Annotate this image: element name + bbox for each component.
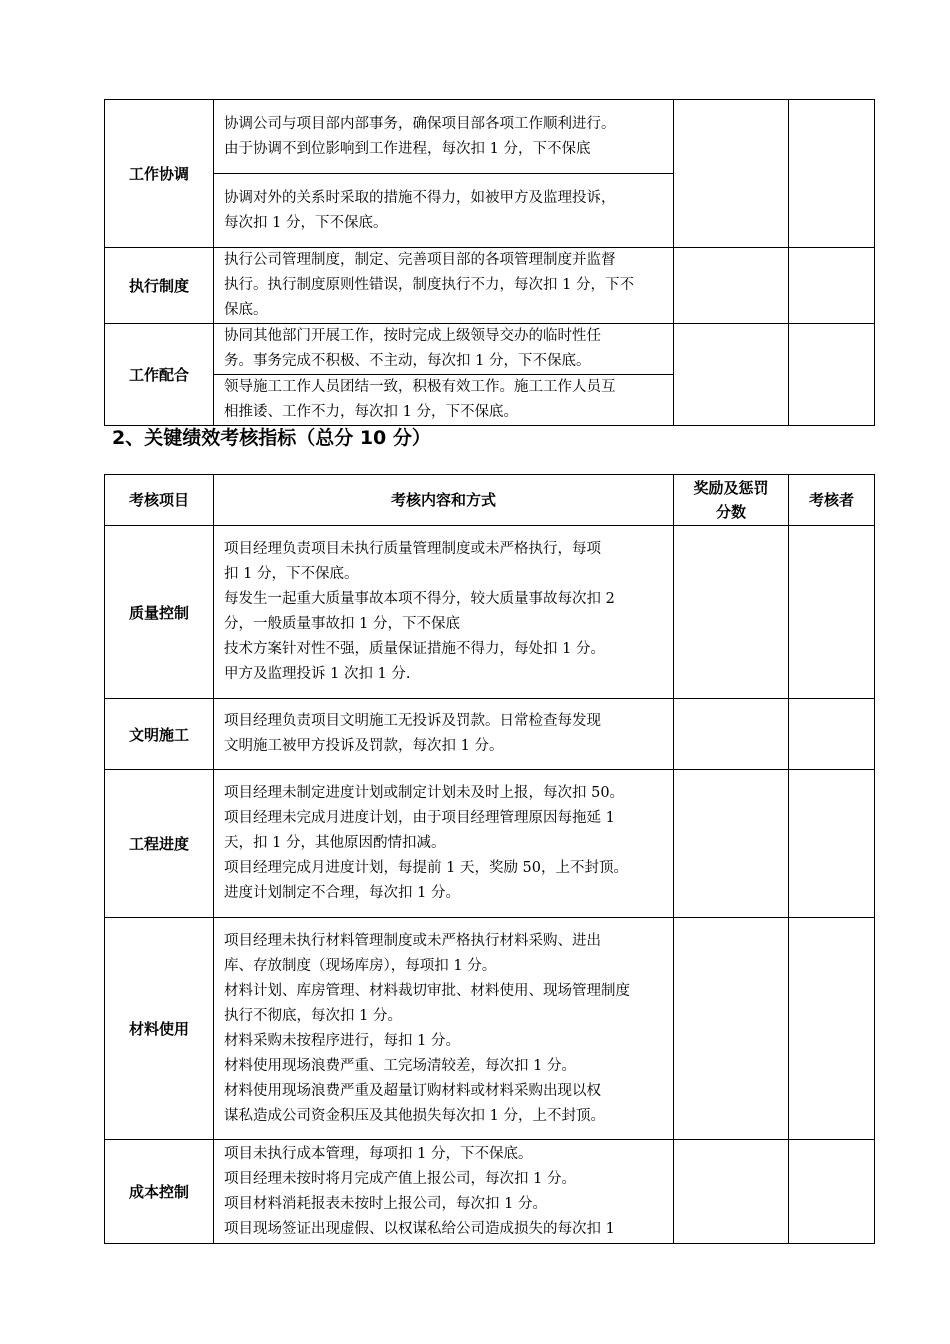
header-score-line: 奖励及惩罚 bbox=[693, 479, 769, 497]
content-line: 项目经理未完成月进度计划，由于项目经理管理原因每拖延 1 bbox=[224, 810, 615, 826]
content-line: 分，一般质量事故扣 1 分，下不保底 bbox=[224, 616, 460, 632]
score-cell bbox=[674, 918, 789, 1140]
content-line: 协调对外的关系时采取的措施不得力，如被甲方及监理投诉， bbox=[224, 189, 616, 206]
score-cell bbox=[674, 770, 789, 918]
assessor-cell bbox=[789, 248, 875, 324]
content-line: 相推诿、工作不力，每次扣 1 分，下不保底。 bbox=[224, 404, 518, 420]
row-content bbox=[214, 918, 674, 1140]
kpi-table bbox=[104, 474, 875, 1244]
row-content bbox=[214, 1140, 674, 1244]
content-line: 甲方及监理投诉 1 次扣 1 分. bbox=[224, 666, 411, 682]
content-line: 扣 1 分，下不保底。 bbox=[224, 566, 359, 582]
row-item-label: 工作配合 bbox=[105, 324, 214, 426]
content-line: 库、存放制度（现场库房），每项扣 1 分。 bbox=[224, 957, 497, 974]
table-row bbox=[105, 324, 875, 375]
table-row bbox=[105, 770, 875, 918]
content-line: 技术方案针对性不强，质量保证措施不得力，每处扣 1 分。 bbox=[224, 641, 605, 657]
content-line: 务。事务完成不积极、不主动，每次扣 1 分，下不保底。 bbox=[224, 353, 591, 369]
row-item-label: 材料使用 bbox=[105, 918, 214, 1140]
assessor-cell bbox=[789, 918, 875, 1140]
content-line: 协调公司与项目部内部事务，确保项目部各项工作顺利进行。 bbox=[224, 115, 616, 132]
content-line: 文明施工被甲方投诉及罚款，每次扣 1 分。 bbox=[224, 738, 504, 754]
score-cell bbox=[674, 248, 789, 324]
assessor-cell bbox=[789, 1140, 875, 1244]
content-line: 执行。执行制度原则性错误，制度执行不力，每次扣 1 分，下不 bbox=[224, 277, 634, 293]
content-line: 项目经理负责项目未执行质量管理制度或未严格执行，每项 bbox=[224, 541, 601, 557]
header-assessor: 考核者 bbox=[789, 475, 875, 526]
row-content bbox=[214, 770, 674, 918]
content-line: 项目未执行成本管理，每项扣 1 分，下不保底。 bbox=[224, 1145, 533, 1162]
header-content: 考核内容和方式 bbox=[214, 475, 674, 526]
score-cell bbox=[674, 1140, 789, 1244]
header-item: 考核项目 bbox=[105, 475, 214, 526]
score-cell bbox=[674, 100, 789, 248]
content-line: 执行公司管理制度，制定、完善项目部的各项管理制度并监督 bbox=[224, 252, 616, 268]
content-line: 每发生一起重大质量事故本项不得分，较大质量事故每次扣 2 bbox=[224, 591, 615, 607]
score-cell bbox=[674, 526, 789, 699]
table-header-row bbox=[105, 475, 875, 526]
row-content bbox=[214, 324, 674, 375]
content-line: 保底。 bbox=[224, 302, 268, 318]
content-line: 项目经理完成月进度计划，每提前 1 天，奖励 50，上不封顶。 bbox=[224, 860, 629, 876]
assessor-cell bbox=[789, 526, 875, 699]
section-title: 2、关键绩效考核指标（总分 10 分） bbox=[112, 427, 431, 449]
content-line: 材料使用现场浪费严重、工完场清较差，每次扣 1 分。 bbox=[224, 1057, 576, 1074]
row-item-label: 工作协调 bbox=[105, 100, 214, 248]
row-content bbox=[214, 526, 674, 699]
content-line: 项目现场签证出现虚假、以权谋私给公司造成损失的每次扣 1 bbox=[224, 1220, 615, 1237]
table-row bbox=[105, 100, 875, 174]
content-line: 执行不彻底，每次扣 1 分。 bbox=[224, 1007, 402, 1024]
content-line: 材料采购未按程序进行，每扣 1 分。 bbox=[224, 1032, 460, 1049]
header-score-line: 分数 bbox=[715, 503, 746, 521]
row-item-label: 成本控制 bbox=[105, 1140, 214, 1244]
row-content bbox=[214, 174, 674, 248]
row-item-label: 执行制度 bbox=[105, 248, 214, 324]
table-row bbox=[105, 699, 875, 770]
assessor-cell bbox=[789, 770, 875, 918]
row-item-label: 工程进度 bbox=[105, 770, 214, 918]
score-cell bbox=[674, 324, 789, 426]
content-line: 材料使用现场浪费严重及超量订购材料或材料采购出现以权 bbox=[224, 1082, 601, 1099]
row-content bbox=[214, 699, 674, 770]
table-row bbox=[105, 918, 875, 1140]
content-line: 进度计划制定不合理，每次扣 1 分。 bbox=[224, 885, 460, 901]
row-content bbox=[214, 375, 674, 426]
row-item-label: 质量控制 bbox=[105, 526, 214, 699]
assessor-cell bbox=[789, 699, 875, 770]
content-line: 项目材料消耗报表未按时上报公司，每次扣 1 分。 bbox=[224, 1195, 547, 1212]
score-cell bbox=[674, 699, 789, 770]
row-content bbox=[214, 100, 674, 174]
content-line: 天，扣 1 分，其他原因酌情扣减。 bbox=[224, 835, 446, 851]
header-score bbox=[674, 475, 789, 526]
content-line: 项目经理未制定进度计划或制定计划未及时上报，每次扣 50。 bbox=[224, 785, 625, 801]
content-line: 每次扣 1 分，下不保底。 bbox=[224, 214, 388, 231]
content-line: 由于协调不到位影响到工作进程，每次扣 1 分，下不保底 bbox=[224, 140, 591, 157]
work-coordination-table bbox=[104, 99, 875, 426]
table-row bbox=[105, 526, 875, 699]
content-line: 项目经理负责项目文明施工无投诉及罚款。日常检查每发现 bbox=[224, 713, 601, 729]
assessor-cell bbox=[789, 324, 875, 426]
content-line: 项目经理未按时将月完成产值上报公司，每次扣 1 分。 bbox=[224, 1170, 576, 1187]
content-line: 项目经理未执行材料管理制度或未严格执行材料采购、进出 bbox=[224, 932, 601, 949]
content-line: 谋私造成公司资金积压及其他损失每次扣 1 分，上不封顶。 bbox=[224, 1107, 605, 1124]
row-content bbox=[214, 248, 674, 324]
assessor-cell bbox=[789, 100, 875, 248]
content-line: 领导施工工作人员团结一致，积极有效工作。施工工作人员互 bbox=[224, 379, 616, 395]
table-row bbox=[105, 1140, 875, 1244]
content-line: 协同其他部门开展工作，按时完成上级领导交办的临时性任 bbox=[224, 328, 601, 344]
table-row bbox=[105, 248, 875, 324]
content-line: 材料计划、库房管理、材料裁切审批、材料使用、现场管理制度 bbox=[224, 982, 630, 999]
row-item-label: 文明施工 bbox=[105, 699, 214, 770]
